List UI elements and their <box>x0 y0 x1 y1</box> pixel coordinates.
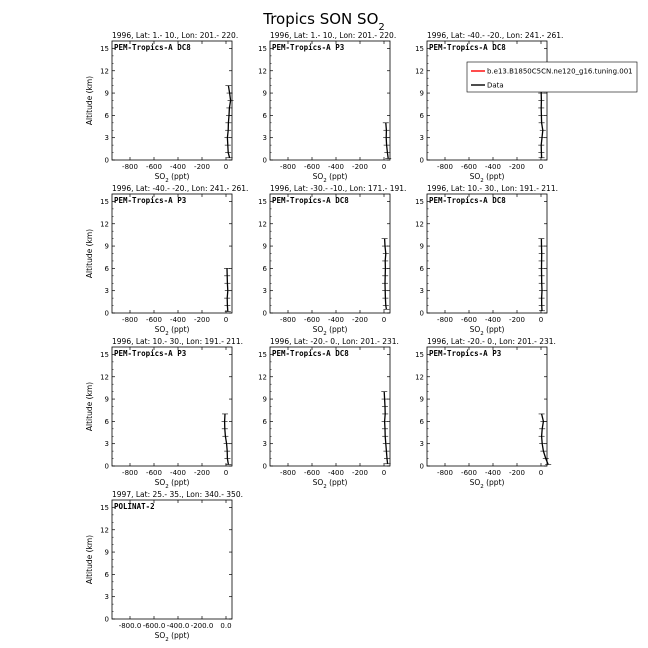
x-tick-label: -600.0 <box>142 622 166 630</box>
y-tick-label: 15 <box>258 350 267 359</box>
x-tick-label: -800 <box>122 163 138 171</box>
x-tick-label: -200 <box>194 316 210 324</box>
y-tick-label: 3 <box>104 593 109 602</box>
y-tick-label: 3 <box>262 440 267 449</box>
x-tick-label: -400 <box>170 316 186 324</box>
panels <box>85 31 563 643</box>
y-tick-label: 12 <box>415 373 424 382</box>
x-tick-label: -200 <box>352 163 368 171</box>
x-tick-label: -400 <box>485 469 501 477</box>
x-axis-label: $SO_2$ (ppt) <box>154 631 190 643</box>
x-tick-label: -800 <box>122 469 138 477</box>
y-tick-label: 12 <box>415 220 424 229</box>
y-tick-label: 0 <box>419 156 424 165</box>
x-tick-label: 0 <box>538 469 544 477</box>
panel-2 <box>258 31 396 184</box>
y-axis-label: Altitude (km) <box>85 381 94 432</box>
x-tick-label: -800 <box>437 469 453 477</box>
panel-header: 1996, Lat: 1.- 10., Lon: 201.- 220. <box>270 31 397 40</box>
y-tick-label: 15 <box>258 44 267 53</box>
data-profile-line <box>541 86 543 158</box>
y-tick-label: 6 <box>262 264 267 273</box>
x-tick-label: 0 <box>381 469 387 477</box>
campaign-label: PEM-Tropics-A P3 <box>114 196 187 205</box>
x-tick-label: -400 <box>485 163 501 171</box>
x-tick-label: -800 <box>437 163 453 171</box>
y-tick-label: 12 <box>100 373 109 382</box>
x-tick-label: 0 <box>223 316 229 324</box>
y-tick-label: 0 <box>104 462 109 471</box>
x-tick-label: 0.0 <box>220 622 232 630</box>
y-tick-label: 3 <box>419 440 424 449</box>
y-tick-label: 15 <box>415 197 424 206</box>
x-tick-label: -200 <box>509 469 525 477</box>
campaign-label: PEM-Tropics-A DC8 <box>272 349 349 358</box>
plot-frame <box>270 347 390 466</box>
panel-header: 1996, Lat: -30.- -10., Lon: 171.- 191. <box>270 184 407 193</box>
campaign-label: PEM-Tropics-A P3 <box>272 43 345 52</box>
y-tick-label: 9 <box>104 395 109 404</box>
y-tick-label: 3 <box>262 134 267 143</box>
plot-frame <box>112 41 232 160</box>
x-tick-label: -400 <box>328 163 344 171</box>
x-tick-label: -200 <box>509 163 525 171</box>
y-tick-label: 0 <box>104 309 109 318</box>
plot-frame <box>270 194 390 313</box>
x-tick-label: 0 <box>223 469 229 477</box>
panel-3 <box>415 31 563 184</box>
campaign-label: PEM-Tropics-A DC8 <box>272 196 349 205</box>
x-tick-label: -200 <box>509 316 525 324</box>
x-axis-label: $SO_2$ (ppt) <box>312 325 348 337</box>
x-tick-label: -200 <box>352 469 368 477</box>
data-profile-line <box>385 239 387 310</box>
x-tick-label: -400 <box>328 316 344 324</box>
plot-frame <box>112 194 232 313</box>
plot-frame <box>112 500 232 619</box>
x-tick-label: -200 <box>194 163 210 171</box>
data-profile-line <box>227 268 228 311</box>
y-tick-label: 12 <box>100 220 109 229</box>
y-tick-label: 15 <box>100 503 109 512</box>
x-axis-label: $SO_2$ (ppt) <box>469 478 505 490</box>
x-axis-label: $SO_2$ (ppt) <box>312 478 348 490</box>
panel-header: 1996, Lat: -40.- -20., Lon: 241.- 261. <box>427 31 564 40</box>
y-tick-label: 9 <box>262 89 267 98</box>
panel-header: 1996, Lat: 1.- 10., Lon: 201.- 220. <box>112 31 239 40</box>
data-profile-line <box>227 86 230 158</box>
x-tick-label: -600 <box>146 163 162 171</box>
data-profile-line <box>541 239 542 311</box>
y-tick-label: 6 <box>104 570 109 579</box>
y-tick-label: 3 <box>419 134 424 143</box>
campaign-label: PEM-Tropics-A P3 <box>114 349 187 358</box>
x-axis-label: $SO_2$ (ppt) <box>154 478 190 490</box>
panel-9 <box>415 337 556 490</box>
legend <box>467 62 637 92</box>
y-tick-label: 9 <box>104 548 109 557</box>
campaign-label: PEM-Tropics-A DC8 <box>429 43 506 52</box>
campaign-label: POLINAT-2 <box>114 502 155 511</box>
y-tick-label: 0 <box>262 309 267 318</box>
legend-label: b.e13.B1850C5CN.ne120_g16.tuning.001 <box>487 67 633 76</box>
y-tick-label: 6 <box>419 264 424 273</box>
campaign-label: PEM-Tropics-A P3 <box>429 349 502 358</box>
x-tick-label: 0 <box>381 163 387 171</box>
x-tick-label: -400 <box>485 316 501 324</box>
legend-label: Data <box>487 81 504 90</box>
x-tick-label: -800.0 <box>118 622 142 630</box>
plot-frame <box>112 347 232 466</box>
y-tick-label: 6 <box>104 264 109 273</box>
x-tick-label: -800 <box>280 316 296 324</box>
panel-6 <box>415 184 558 337</box>
x-tick-label: -600 <box>461 163 477 171</box>
y-tick-label: 3 <box>262 287 267 296</box>
y-tick-label: 12 <box>258 67 267 76</box>
figure-title: Tropics SON $SO_2$ <box>263 10 385 33</box>
y-tick-label: 0 <box>104 615 109 624</box>
y-tick-label: 3 <box>104 287 109 296</box>
x-tick-label: -800 <box>280 163 296 171</box>
x-tick-label: 0 <box>223 163 229 171</box>
panel-header: 1996, Lat: -40.- -20., Lon: 241.- 261. <box>112 184 249 193</box>
y-tick-label: 3 <box>104 440 109 449</box>
panel-4 <box>85 184 248 337</box>
x-tick-label: -800 <box>280 469 296 477</box>
campaign-label: PEM-Tropics-A DC8 <box>429 196 506 205</box>
x-tick-label: -400.0 <box>166 622 190 630</box>
y-tick-label: 9 <box>419 242 424 251</box>
x-tick-label: -200 <box>352 316 368 324</box>
y-tick-label: 6 <box>262 111 267 120</box>
data-profile-line <box>386 123 388 159</box>
y-tick-label: 3 <box>419 287 424 296</box>
y-tick-label: 15 <box>100 44 109 53</box>
x-tick-label: -600 <box>304 163 320 171</box>
y-tick-label: 15 <box>415 44 424 53</box>
panel-header: 1996, Lat: 10.- 30., Lon: 191.- 211. <box>112 337 243 346</box>
x-axis-label: $SO_2$ (ppt) <box>154 172 190 184</box>
y-axis-label: Altitude (km) <box>85 75 94 126</box>
y-tick-label: 15 <box>415 350 424 359</box>
x-tick-label: -600 <box>146 316 162 324</box>
x-tick-label: 0 <box>538 163 544 171</box>
y-tick-label: 15 <box>258 197 267 206</box>
y-tick-label: 12 <box>415 67 424 76</box>
y-tick-label: 6 <box>104 417 109 426</box>
y-tick-label: 9 <box>262 395 267 404</box>
y-tick-label: 0 <box>262 156 267 165</box>
y-tick-label: 12 <box>258 373 267 382</box>
x-tick-label: -200 <box>194 469 210 477</box>
y-tick-label: 9 <box>419 395 424 404</box>
panel-7 <box>85 337 243 490</box>
x-tick-label: -600 <box>461 469 477 477</box>
y-tick-label: 6 <box>262 417 267 426</box>
x-tick-label: 0 <box>538 316 544 324</box>
plot-frame <box>427 41 547 160</box>
x-tick-label: -400 <box>170 469 186 477</box>
y-tick-label: 9 <box>419 89 424 98</box>
campaign-label: PEM-Tropics-A DC8 <box>114 43 191 52</box>
y-tick-label: 6 <box>419 111 424 120</box>
y-tick-label: 0 <box>262 462 267 471</box>
y-tick-label: 0 <box>419 462 424 471</box>
y-axis-label: Altitude (km) <box>85 534 94 585</box>
y-tick-label: 0 <box>104 156 109 165</box>
x-tick-label: -800 <box>437 316 453 324</box>
panel-header: 1997, Lat: 25.- 35., Lon: 340.- 350. <box>112 490 243 499</box>
x-tick-label: 0 <box>381 316 387 324</box>
data-profile-line <box>384 392 387 464</box>
x-axis-label: $SO_2$ (ppt) <box>469 172 505 184</box>
panel-header: 1996, Lat: -20.- 0., Lon: 201.- 231. <box>270 337 399 346</box>
x-axis-label: $SO_2$ (ppt) <box>312 172 348 184</box>
x-tick-label: -600 <box>304 469 320 477</box>
y-axis-label: Altitude (km) <box>85 228 94 279</box>
y-tick-label: 6 <box>104 111 109 120</box>
panel-header: 1996, Lat: -20.- 0., Lon: 201.- 231. <box>427 337 556 346</box>
x-tick-label: -200.0 <box>190 622 214 630</box>
x-tick-label: -400 <box>328 469 344 477</box>
y-tick-label: 0 <box>419 309 424 318</box>
plot-frame <box>270 41 390 160</box>
y-tick-label: 9 <box>104 89 109 98</box>
y-tick-label: 9 <box>262 242 267 251</box>
x-tick-label: -600 <box>146 469 162 477</box>
y-tick-label: 3 <box>104 134 109 143</box>
x-tick-label: -600 <box>304 316 320 324</box>
panel-8 <box>258 337 399 490</box>
y-tick-label: 9 <box>104 242 109 251</box>
panel-5 <box>258 184 406 337</box>
plot-frame <box>427 347 547 466</box>
x-axis-label: $SO_2$ (ppt) <box>469 325 505 337</box>
y-tick-label: 12 <box>258 220 267 229</box>
y-tick-label: 6 <box>419 417 424 426</box>
x-tick-label: -800 <box>122 316 138 324</box>
x-tick-label: -600 <box>461 316 477 324</box>
panel-header: 1996, Lat: 10.- 30., Lon: 191.- 211. <box>427 184 558 193</box>
y-tick-label: 12 <box>100 526 109 535</box>
x-tick-label: -400 <box>170 163 186 171</box>
y-tick-label: 15 <box>100 197 109 206</box>
y-tick-label: 15 <box>100 350 109 359</box>
y-tick-label: 12 <box>100 67 109 76</box>
panel-1 <box>85 31 238 184</box>
x-axis-label: $SO_2$ (ppt) <box>154 325 190 337</box>
plot-frame <box>427 194 547 313</box>
panel-10 <box>85 490 243 643</box>
